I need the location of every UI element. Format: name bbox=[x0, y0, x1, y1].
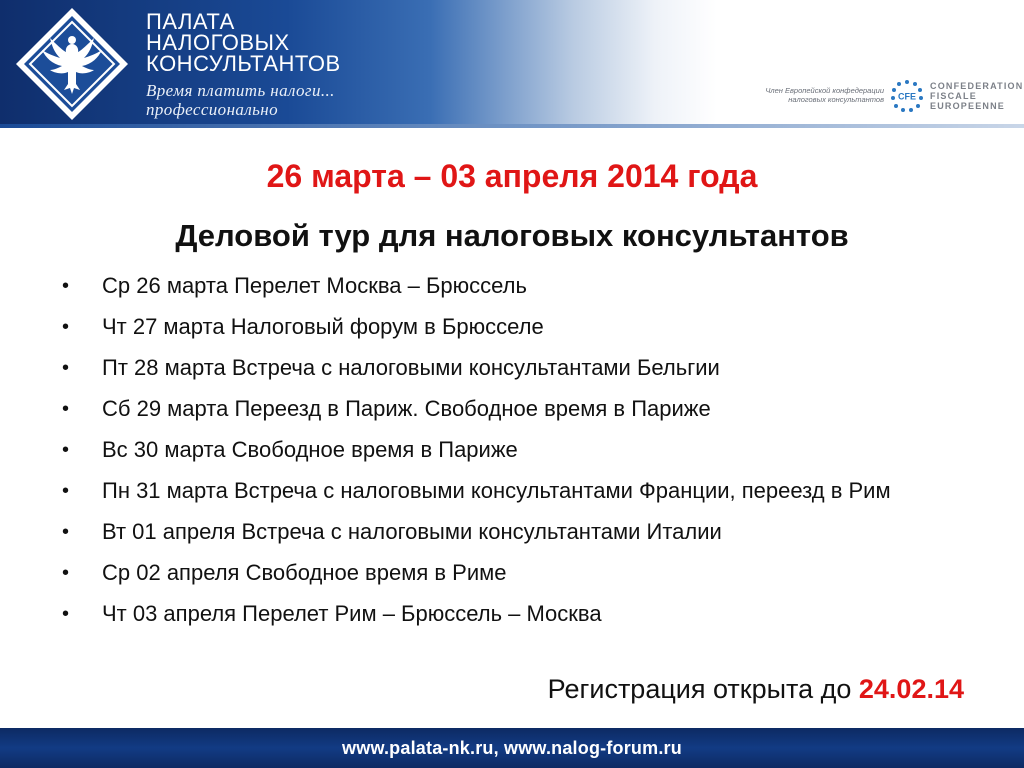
eagle-emblem-icon bbox=[10, 4, 134, 124]
membership-line: налоговых консультантов bbox=[788, 95, 884, 104]
itinerary-list bbox=[62, 270, 982, 639]
brand-name-line: НАЛОГОВЫХ bbox=[146, 30, 290, 55]
brand-name bbox=[146, 9, 341, 76]
bullet: • bbox=[62, 562, 70, 584]
list-item-text: Вс 30 марта Свободное время в Париже bbox=[102, 437, 518, 462]
membership-note bbox=[740, 86, 884, 104]
list-item-text: Сб 29 марта Переезд в Париж. Свободное время в Париже bbox=[102, 396, 711, 421]
registration-label: Регистрация открыта до bbox=[547, 674, 859, 704]
list-item-text: Чт 27 марта Налоговый форум в Брюсселе bbox=[102, 314, 544, 339]
list-item-text: Пт 28 марта Встреча с налоговыми консультантами Бельгии bbox=[102, 355, 720, 380]
brand-name-line: КОНСУЛЬТАНТОВ bbox=[146, 51, 341, 76]
list-item-text: Ср 02 апреля Свободное время в Риме bbox=[102, 560, 507, 585]
list-item bbox=[62, 475, 982, 507]
list-item bbox=[62, 352, 982, 384]
list-item bbox=[62, 434, 982, 466]
bullet: • bbox=[62, 480, 70, 502]
header-divider bbox=[0, 124, 1024, 128]
cfe-name-line: EUROPEENNE bbox=[930, 101, 1006, 111]
bullet: • bbox=[62, 357, 70, 379]
cfe-abbr: CFE bbox=[898, 91, 916, 102]
tagline-line: Время платить налоги... bbox=[146, 81, 335, 100]
bullet: • bbox=[62, 521, 70, 543]
cfe-name bbox=[930, 81, 1023, 111]
bullet: • bbox=[62, 275, 70, 297]
list-item bbox=[62, 598, 982, 630]
tour-subtitle: Деловой тур для налоговых консультантов bbox=[175, 218, 849, 253]
cfe-logo-icon bbox=[890, 79, 924, 113]
brand-name-line: ПАЛАТА bbox=[146, 9, 235, 34]
bullet: • bbox=[62, 603, 70, 625]
registration-note bbox=[548, 674, 964, 705]
header-banner bbox=[0, 0, 1024, 128]
footer-links: www.palata-nk.ru, www.nalog-forum.ru bbox=[342, 738, 682, 758]
bullet: • bbox=[62, 398, 70, 420]
list-item bbox=[62, 557, 982, 589]
bullet: • bbox=[62, 316, 70, 338]
membership-line: Член Европейской конфедерации bbox=[765, 86, 884, 95]
list-item-text: Чт 03 апреля Перелет Рим – Брюссель – Москва bbox=[102, 601, 602, 626]
list-item bbox=[62, 393, 982, 425]
bullet: • bbox=[62, 439, 70, 461]
list-item-text: Пн 31 марта Встреча с налоговыми консультантами Франции, переезд в Рим bbox=[102, 478, 891, 503]
list-item bbox=[62, 311, 982, 343]
registration-date: 24.02.14 bbox=[858, 674, 964, 704]
list-item-text: Вт 01 апреля Встреча с налоговыми консультантами Италии bbox=[102, 519, 722, 544]
list-item-text: Ср 26 марта Перелет Москва – Брюссель bbox=[102, 273, 527, 298]
tagline-line: профессионально bbox=[146, 100, 278, 119]
brand-tagline bbox=[146, 81, 341, 119]
list-item bbox=[62, 270, 982, 302]
brand-block bbox=[146, 9, 341, 119]
footer-bar bbox=[0, 728, 1024, 768]
date-title: 26 марта – 03 апреля 2014 года bbox=[266, 158, 758, 194]
cfe-name-line: FISCALE bbox=[930, 91, 977, 101]
cfe-name-line: CONFEDERATION bbox=[930, 81, 1024, 91]
list-item bbox=[62, 516, 982, 548]
